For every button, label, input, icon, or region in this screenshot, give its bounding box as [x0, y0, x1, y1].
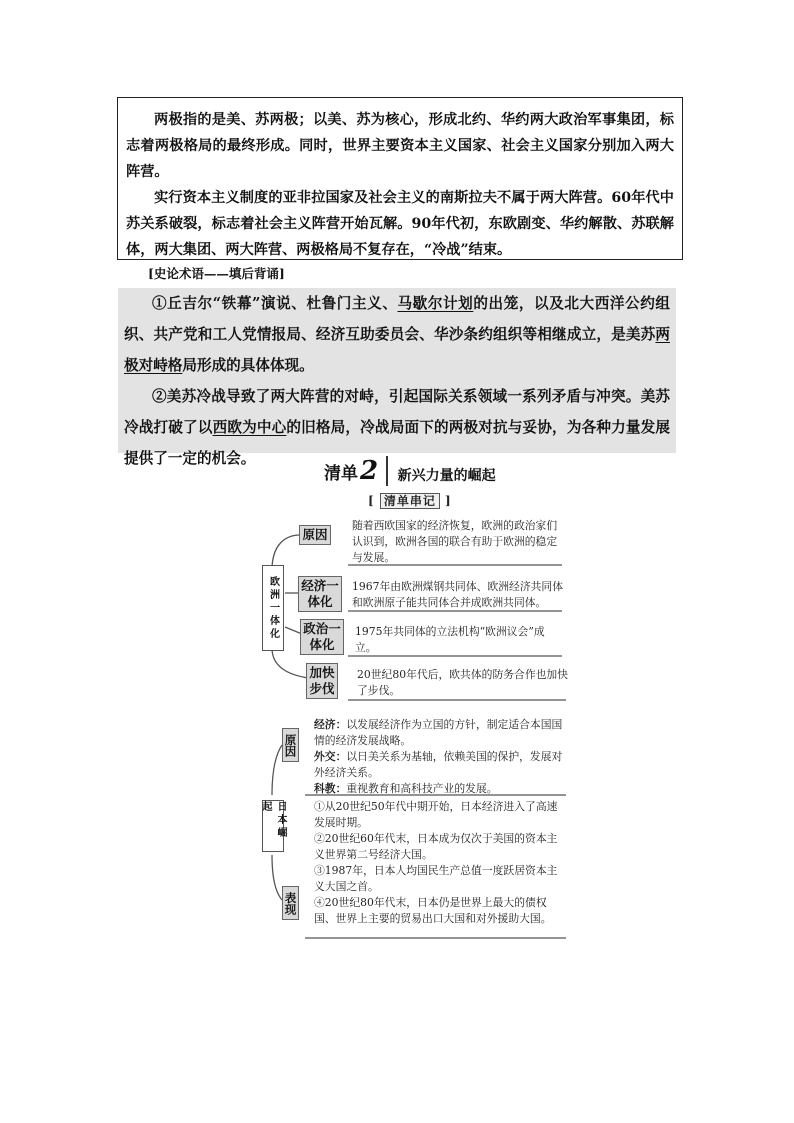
europe-economic-node: 经济一体化 — [298, 576, 342, 612]
reason-key: 科教： — [314, 782, 347, 795]
list-word: 清单 — [324, 463, 358, 484]
text-span: ②美苏冷战导致了两大阵营的对峙，引起国际关系领域一系列矛盾与冲突。美苏冷战打破了以 — [124, 388, 670, 436]
europe-accelerate-node: 加快步伐 — [306, 663, 338, 699]
list-label-text: 清单串记 — [380, 493, 440, 509]
branch-line — [272, 855, 282, 900]
reason-value: 以发展经济作为立国的方针，制定适合本国国情的经济发展战略。 — [314, 718, 563, 747]
list-number: 2 — [360, 456, 379, 486]
japan-show-item: ①从20世纪50年代中期开始，日本经济进入了高速发展时期。 — [314, 800, 558, 829]
reason-value: 以日美关系为基轴，依赖美国的保护，发展对外经济关系。 — [314, 750, 563, 779]
reason-value: 重视教育和高科技产业的发展。 — [346, 782, 498, 795]
japan-reason-item — [314, 749, 568, 781]
europe-reason-text: 随着西欧国家的经济恢复，欧洲的政治家们认识到，欧洲各国的联合有助于欧洲的稳定与发展。 — [352, 519, 558, 564]
japan-show-item: ④20世纪80年代末，日本仍是世界上最大的债权国、世界上主要的贸易出口大国和对外援助大国。 — [314, 896, 552, 925]
europe-reason-node: 原因 — [299, 525, 331, 545]
text-span: ①丘吉尔“铁幕”演说、杜鲁门主义、 — [152, 295, 398, 312]
summary-paragraph-1: 两极指的是美、苏两极；以美、苏为核心，形成北约、华约两大政治军事集团，标志着两极格局的最终形成。同时，世界主要资本主义国家、社会主义国家分别加入两大阵营。 — [126, 112, 674, 180]
japan-reason-node: 原因 — [282, 728, 299, 762]
europe-accelerate-text: 20世纪80年代后，欧共体的防务合作也加快了步伐。 — [357, 668, 569, 697]
text-span: 的出笼，以及北大西洋公约组织、共产党和工人党情报局、经济互助委员会、华沙条约组织等相继成立，是美苏 — [124, 295, 670, 343]
europe-political-node: 政治一体化 — [300, 619, 344, 655]
europe-economic-text: 1967年由欧洲煤钢共同体、欧洲经济共同体和欧洲原子能共同体合并成欧洲共同体。 — [352, 580, 564, 609]
branch-line — [272, 745, 282, 795]
blank-answer: 西欧为中心 — [212, 419, 287, 436]
japan-show-item: ③1987年，日本人均国民生产总值一度跃居资本主义大国之首。 — [314, 864, 558, 893]
japan-shows — [314, 799, 568, 927]
blank-answer: 两极对峙格 — [124, 326, 670, 374]
japan-show-node: 表现 — [282, 886, 299, 920]
reason-key: 外交： — [314, 750, 347, 763]
reason-key: 经济： — [314, 718, 347, 731]
text-span: 局形成的具体体现。 — [182, 357, 314, 374]
list-label: [ 清单串记 ] — [368, 494, 452, 508]
history-terms-title: [史论术语——填后背诵] — [148, 266, 285, 281]
japan-reason-item — [314, 781, 568, 797]
summary-paragraph-2: 实行资本主义制度的亚非拉国家及社会主义的南斯拉夫不属于两大阵营。60年代中苏关系破裂，标志着社会主义阵营开始瓦解。90年代初，东欧剧变、华约解散、苏联解体，两大集团、两大阵营、两极格局不复存在，“冷战”结束。 — [126, 190, 674, 258]
list-title: 新兴力量的崛起 — [397, 468, 496, 484]
japan-show-item: ②20世纪60年代末，日本成为仅次于美国的资本主义世界第二号经济大国。 — [314, 832, 558, 861]
japan-reason-item — [314, 717, 568, 749]
text-span: 的旧格局，冷战局面下的两极对抗与妥协，为各种力量发展提供了一定的机会。 — [124, 419, 670, 467]
japan-root-node: 日本崛起 — [262, 800, 284, 852]
europe-root-node: 欧洲一体化 — [262, 565, 284, 651]
blank-answer: 马歇尔计划 — [397, 295, 474, 312]
japan-reasons — [314, 717, 568, 797]
europe-political-text: 1975年共同体的立法机构“欧洲议会”成立。 — [355, 625, 545, 654]
